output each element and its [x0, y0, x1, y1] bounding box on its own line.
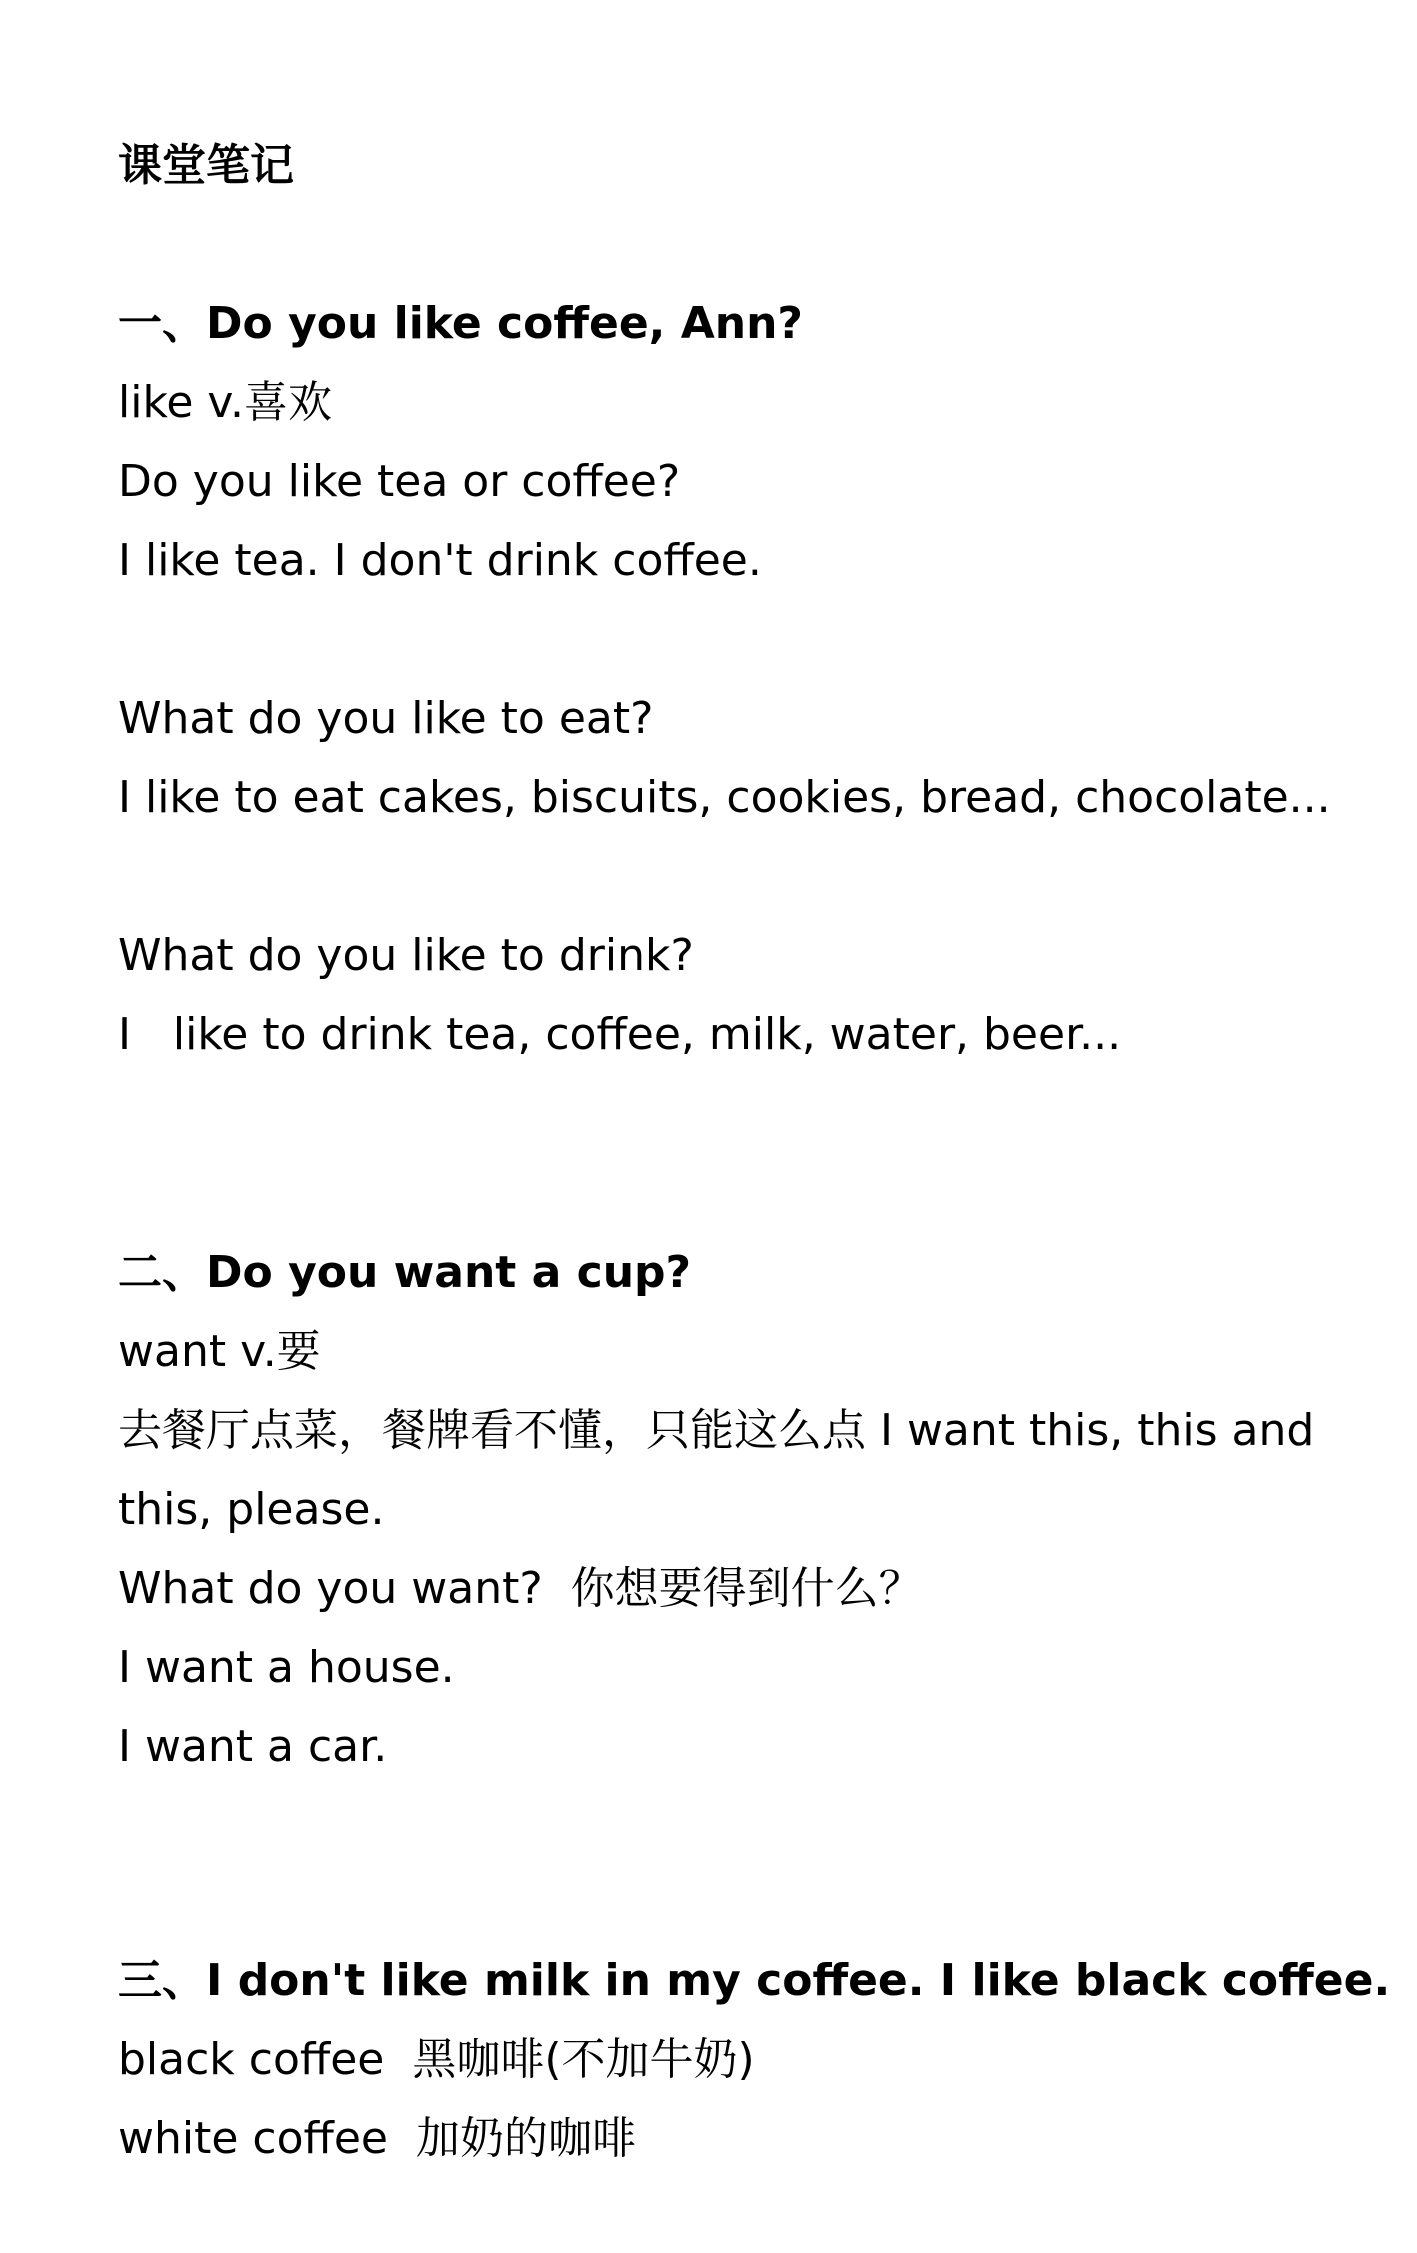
section-1-line-4: What do you like to eat? — [118, 693, 654, 744]
section-3-heading: 三、I don't like milk in my coffee. I like black coffee. — [118, 1955, 1391, 2006]
section-2-line-2: 去餐厅点菜，餐牌看不懂，只能这么点 I want this, this and — [118, 1405, 1315, 1456]
section-1-line-1: like v.喜欢 — [118, 377, 333, 428]
section-2-line-5: I want a house. — [118, 1642, 455, 1693]
section-2-line-3: this, please. — [118, 1484, 385, 1535]
section-1-line-5: I like to eat cakes, biscuits, cookies, bread, chocolate... — [118, 772, 1331, 823]
section-2-line-1: want v.要 — [118, 1326, 321, 1377]
section-1-line-6: What do you like to drink? — [118, 930, 694, 981]
section-3-line-1: black coffee 黑咖啡(不加牛奶) — [118, 2034, 755, 2085]
document-title: 课堂笔记 — [118, 140, 294, 191]
section-1-line-7: I like to drink tea, coffee, milk, water, beer... — [118, 1009, 1122, 1060]
section-2-line-6: I want a car. — [118, 1721, 388, 1772]
section-2-heading: 二、Do you want a cup? — [118, 1247, 692, 1298]
section-1-heading: 一、Do you like coffee, Ann? — [118, 298, 803, 349]
section-2-line-4: What do you want? 你想要得到什么？ — [118, 1563, 923, 1614]
section-1-line-2: Do you like tea or coffee? — [118, 456, 681, 507]
section-3-line-2: white coffee 加奶的咖啡 — [118, 2113, 636, 2164]
section-1-line-3: I like tea. I don't drink coffee. — [118, 535, 762, 586]
